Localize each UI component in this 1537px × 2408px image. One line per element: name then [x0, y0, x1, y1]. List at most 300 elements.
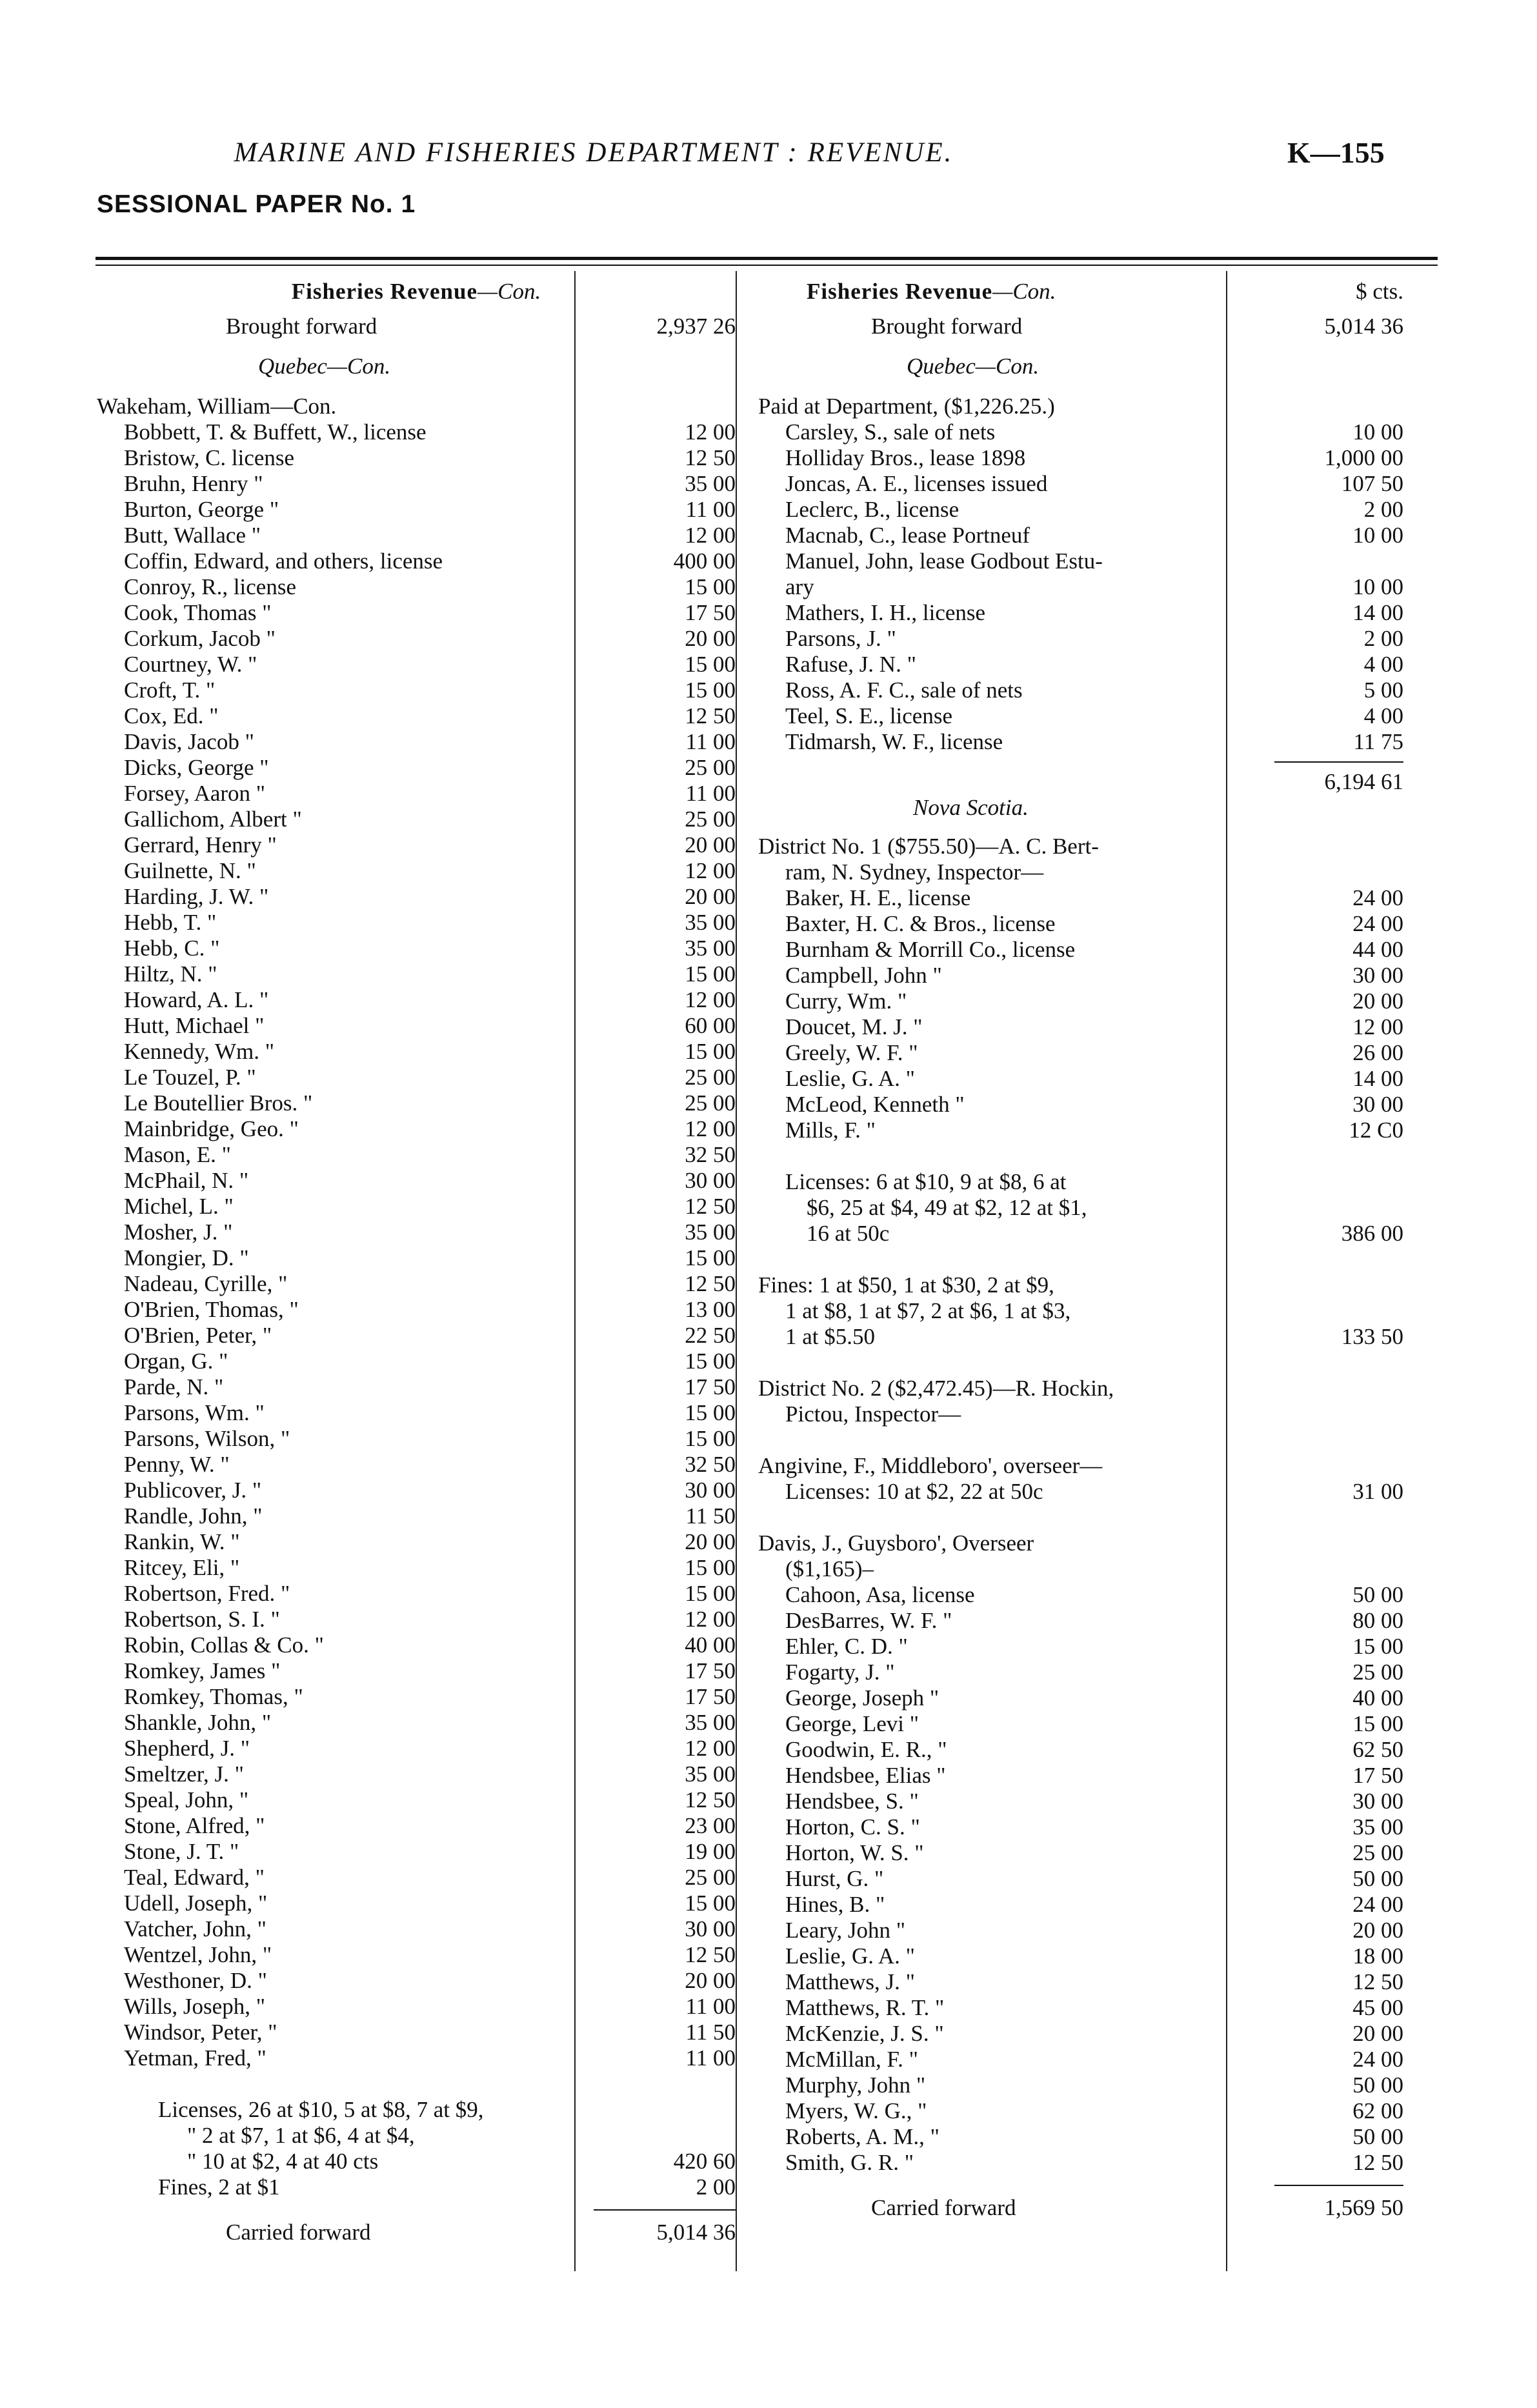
license-entry-amount: 12 00 — [685, 1607, 736, 1632]
paid-entry — [758, 626, 1403, 652]
district1-entry-amount: 30 00 — [1352, 1092, 1403, 1117]
angivine-line: Angivine, F., Middleboro', overseer— — [758, 1453, 1103, 1478]
davis-entry-amount: 35 00 — [1352, 1814, 1403, 1840]
davis-entry-amount: 40 00 — [1352, 1685, 1403, 1711]
district1-entry — [758, 885, 1403, 911]
d1-licenses-row — [758, 1221, 1403, 1247]
left-heading-text: Fisheries Revenue — [291, 279, 477, 304]
license-entry — [97, 1555, 736, 1581]
paid-entries — [758, 419, 1403, 755]
license-entry-name: McPhail, N. " — [124, 1168, 249, 1193]
license-entry-amount: 15 00 — [685, 1426, 736, 1451]
davis-entry — [758, 1763, 1403, 1789]
license-entry — [97, 523, 736, 548]
license-entry-name: Rankin, W. " — [124, 1529, 240, 1554]
district1-entry-name: Campbell, John " — [785, 963, 942, 988]
license-entry-name: Harding, J. W. " — [124, 884, 269, 909]
paid-entry — [758, 548, 1403, 574]
license-entry — [97, 1684, 736, 1710]
license-entry-amount: 15 00 — [685, 1245, 736, 1270]
license-entry-amount: 17 50 — [685, 600, 736, 625]
davis-entry — [758, 2124, 1403, 2150]
district2-heading-row — [758, 1376, 1403, 1401]
davis-entry — [758, 1582, 1403, 1608]
license-entry-amount: 12 50 — [685, 1271, 736, 1296]
license-entry — [97, 1581, 736, 1607]
district1-entry — [758, 937, 1403, 963]
license-entry — [97, 548, 736, 574]
davis-entry-amount: 24 00 — [1352, 2047, 1403, 2072]
paid-entry-name: Joncas, A. E., licenses issued — [785, 471, 1048, 496]
license-entry-amount: 11 00 — [685, 497, 736, 522]
paid-heading-row — [758, 394, 1403, 419]
district1-entry — [758, 1118, 1403, 1143]
left-carried-forward-label: Carried forward — [226, 2220, 371, 2245]
d1-licenses-row — [758, 1195, 1403, 1221]
district1-entry — [758, 1066, 1403, 1092]
license-entry-amount: 15 00 — [685, 1039, 736, 1064]
davis-entry-name: Roberts, A. M., " — [785, 2124, 939, 2149]
district1-entry — [758, 963, 1403, 988]
district1-entry-name: Burnham & Morrill Co., license — [785, 937, 1076, 962]
davis-entry-name: Leary, John " — [785, 1918, 905, 1943]
license-entry-amount: 25 00 — [685, 1865, 736, 1890]
license-entry-name: Shankle, John, " — [124, 1710, 272, 1735]
davis-entry-amount: 50 00 — [1352, 2124, 1403, 2149]
davis-entry-amount: 24 00 — [1352, 1892, 1403, 1917]
davis-entry-amount: 15 00 — [1352, 1711, 1403, 1736]
license-entry — [97, 961, 736, 987]
district1-entries — [758, 885, 1403, 1143]
license-entry — [97, 1632, 736, 1658]
license-entry-name: Randle, John, " — [124, 1503, 263, 1529]
right-brought-forward-row — [758, 314, 1403, 354]
paid-entry — [758, 652, 1403, 677]
district1-entry-name: Doucet, M. J. " — [785, 1014, 923, 1039]
license-entry-amount: 35 00 — [685, 1710, 736, 1735]
license-entry-amount: 12 00 — [685, 858, 736, 883]
davis-entry-name: Hines, B. " — [785, 1892, 885, 1917]
license-entry-name: Ritcey, Eli, " — [124, 1555, 240, 1580]
davis-entry-name: Matthews, J. " — [785, 1969, 915, 1994]
license-entry-amount: 11 00 — [685, 1994, 736, 2019]
davis-entry — [758, 2021, 1403, 2047]
license-entry-amount: 19 00 — [685, 1839, 736, 1864]
right-brought-forward-label: Brought forward — [871, 314, 1023, 339]
license-entry — [97, 1142, 736, 1168]
right-carried-forward-amount: 1,569 50 — [1324, 2195, 1403, 2220]
license-entry-amount: 15 00 — [685, 961, 736, 987]
license-entry — [97, 1065, 736, 1090]
davis-entry-amount: 62 00 — [1352, 2098, 1403, 2123]
left-brought-forward-row — [97, 314, 736, 354]
license-entry — [97, 652, 736, 677]
license-entry — [97, 1400, 736, 1426]
license-entry — [97, 1297, 736, 1323]
paid-entry-name: Manuel, John, lease Godbout Estu- — [785, 548, 1103, 574]
davis-heading-row — [758, 1530, 1403, 1556]
license-entry — [97, 884, 736, 910]
license-entry-name: Bruhn, Henry " — [124, 471, 263, 496]
davis-entry-amount: 25 00 — [1352, 1840, 1403, 1865]
license-entry-amount: 12 00 — [685, 419, 736, 445]
nova-scotia-heading: Nova Scotia. — [913, 795, 1029, 820]
d1-fines-row — [758, 1324, 1403, 1350]
license-entry-amount: 35 00 — [685, 910, 736, 935]
license-entry — [97, 1245, 736, 1271]
license-entry — [97, 1271, 736, 1297]
license-entry-name: Cook, Thomas " — [124, 600, 272, 625]
davis-entry-amount: 20 00 — [1352, 2021, 1403, 2046]
license-entry — [97, 1891, 736, 1916]
license-entry-amount: 25 00 — [685, 1065, 736, 1090]
paid-entry — [758, 471, 1403, 497]
license-entry-name: Kennedy, Wm. " — [124, 1039, 274, 1064]
davis-entry-amount: 50 00 — [1352, 1582, 1403, 1607]
license-entry-name: Teal, Edward, " — [124, 1865, 265, 1890]
davis-entry-name: Hendsbee, Elias " — [785, 1763, 946, 1788]
davis-entry-name: McMillan, F. " — [785, 2047, 918, 2072]
davis-entry-name: DesBarres, W. F. " — [785, 1608, 952, 1633]
district1-entry-name: Curry, Wm. " — [785, 988, 907, 1014]
davis-heading-row — [758, 1556, 1403, 1582]
license-entry — [97, 1194, 736, 1219]
license-entry-amount: 12 00 — [685, 1736, 736, 1761]
license-entry-amount: 35 00 — [685, 1219, 736, 1245]
license-entry-name: Corkum, Jacob " — [124, 626, 276, 651]
license-entry-amount: 11 00 — [685, 2045, 736, 2071]
paid-heading: Paid at Department, ($1,226.25.) — [758, 394, 1055, 419]
paid-entry — [758, 600, 1403, 626]
davis-entry-amount: 18 00 — [1352, 1943, 1403, 1969]
d1-fines-line: 1 at $8, 1 at $7, 2 at $6, 1 at $3, — [785, 1298, 1071, 1323]
license-entry-amount: 400 00 — [673, 548, 736, 574]
davis-heading-line: Davis, J., Guysboro', Overseer — [758, 1530, 1034, 1556]
license-entry-name: Butt, Wallace " — [124, 523, 261, 548]
paid-entry-name: Carsley, S., sale of nets — [785, 419, 996, 445]
district2-heading-row — [758, 1401, 1403, 1427]
license-entry-name: Parsons, Wm. " — [124, 1400, 265, 1425]
district1-heading-line: ram, N. Sydney, Inspector— — [785, 859, 1044, 885]
right-region-row — [758, 354, 1403, 394]
angivine-row — [758, 1453, 1403, 1479]
license-entry — [97, 1839, 736, 1865]
davis-entry — [758, 1840, 1403, 1866]
license-entry — [97, 755, 736, 781]
paid-entry — [758, 419, 1403, 445]
paid-entry-amount: 4 00 — [1363, 703, 1403, 728]
license-entry-name: Romkey, James " — [124, 1658, 281, 1683]
davis-entry-name: Murphy, John " — [785, 2072, 926, 2098]
license-entry-name: Nadeau, Cyrille, " — [124, 1271, 288, 1296]
right-heading-text: Fisheries Revenue — [807, 279, 993, 304]
license-entry-amount: 12 50 — [685, 1194, 736, 1219]
license-entry-name: Mainbridge, Geo. " — [124, 1116, 299, 1141]
right-carried-forward-row — [758, 2195, 1403, 2221]
license-entry-amount: 15 00 — [685, 1349, 736, 1374]
license-entry-name: Organ, G. " — [124, 1349, 228, 1374]
davis-entry — [758, 2047, 1403, 2072]
angivine-line: Licenses: 10 at $2, 22 at 50c — [785, 1479, 1043, 1504]
district1-entry — [758, 988, 1403, 1014]
license-entry-amount: 15 00 — [685, 677, 736, 703]
license-entry-name: Westhoner, D. " — [124, 1968, 267, 1993]
davis-entry — [758, 1634, 1403, 1660]
license-entry-name: Windsor, Peter, " — [124, 2020, 277, 2045]
d1-licenses-line: Licenses: 6 at $10, 9 at $8, 6 at — [785, 1169, 1067, 1194]
davis-entry-name: Hurst, G. " — [785, 1866, 884, 1891]
license-entry — [97, 1090, 736, 1116]
license-entry — [97, 1761, 736, 1787]
license-entry — [97, 1813, 736, 1839]
license-entry-name: Robertson, Fred. " — [124, 1581, 290, 1606]
license-entry-name: Bobbett, T. & Buffett, W., license — [124, 419, 427, 445]
subtotal-row — [758, 769, 1403, 795]
district1-entry-amount: 12 00 — [1352, 1014, 1403, 1039]
license-entry-name: Stone, Alfred, " — [124, 1813, 265, 1838]
angivine-amount: 31 00 — [1352, 1479, 1403, 1504]
davis-entry — [758, 1660, 1403, 1685]
angivine-row — [758, 1479, 1403, 1505]
left-fines-row — [97, 2174, 736, 2200]
district1-heading-row — [758, 859, 1403, 885]
license-entry — [97, 1039, 736, 1065]
paid-entry-amount: 2 00 — [1363, 497, 1403, 522]
paid-entry — [758, 729, 1403, 755]
left-brought-forward-label: Brought forward — [226, 314, 377, 339]
left-section-heading — [97, 279, 736, 314]
davis-heading-line: ($1,165)– — [785, 1556, 874, 1581]
license-entry — [97, 807, 736, 832]
davis-entry — [758, 1737, 1403, 1763]
license-entry-amount: 15 00 — [685, 574, 736, 599]
davis-entry — [758, 2072, 1403, 2098]
left-region-row — [97, 354, 736, 394]
paid-entry — [758, 574, 1403, 600]
license-entry-name: Publicover, J. " — [124, 1478, 262, 1503]
davis-entry — [758, 1969, 1403, 1995]
license-entry-name: Gallichom, Albert " — [124, 807, 302, 832]
page-number: K—155 — [1287, 136, 1385, 169]
district1-entry-name: McLeod, Kenneth " — [785, 1092, 965, 1117]
paid-entry — [758, 703, 1403, 729]
license-entry-name: Burton, George " — [124, 497, 279, 522]
left-group-row — [97, 394, 736, 419]
license-entry-amount: 12 50 — [685, 703, 736, 728]
license-entry — [97, 471, 736, 497]
left-region-label: Quebec—Con. — [258, 354, 391, 379]
header-rule-thin — [95, 265, 1438, 266]
district1-entry-amount: 24 00 — [1352, 885, 1403, 910]
license-entry — [97, 2045, 736, 2071]
paid-entry-name: Leclerc, B., license — [785, 497, 959, 522]
license-entry-amount: 23 00 — [685, 1813, 736, 1838]
license-entry-amount: 13 00 — [685, 1297, 736, 1322]
license-entry — [97, 910, 736, 936]
license-entry-name: Le Touzel, P. " — [124, 1065, 256, 1090]
license-entry-name: Mason, E. " — [124, 1142, 231, 1167]
license-entry — [97, 574, 736, 600]
left-licenses-amount: 420 60 — [673, 2149, 736, 2174]
davis-entry-name: Matthews, R. T. " — [785, 1995, 945, 2020]
license-entry — [97, 677, 736, 703]
license-entry — [97, 1968, 736, 1994]
license-entry — [97, 1503, 736, 1529]
district1-entry-name: Greely, W. F. " — [785, 1040, 918, 1065]
davis-entry-name: Horton, C. S. " — [785, 1814, 920, 1840]
d1-fines-amount: 133 50 — [1341, 1324, 1403, 1349]
left-heading-con: —Con. — [477, 279, 541, 304]
license-entry — [97, 497, 736, 523]
license-entry-amount: 12 00 — [685, 987, 736, 1012]
d1-fines-row — [758, 1298, 1403, 1324]
license-entry-name: Romkey, Thomas, " — [124, 1684, 303, 1709]
license-entry-amount: 12 50 — [685, 445, 736, 470]
d1-licenses-line: $6, 25 at $4, 49 at $2, 12 at $1, — [807, 1195, 1087, 1220]
d1-licenses-amount: 386 00 — [1341, 1221, 1403, 1246]
license-entry — [97, 1478, 736, 1503]
district1-entry-name: Leslie, G. A. " — [785, 1066, 915, 1091]
license-entry-name: Vatcher, John, " — [124, 1916, 266, 1941]
license-entry-name: Le Boutellier Bros. " — [124, 1090, 313, 1116]
nova-scotia-row — [758, 795, 1403, 821]
license-entry — [97, 626, 736, 652]
left-licenses-line: Licenses, 26 at $10, 5 at $8, 7 at $9, — [158, 2097, 484, 2122]
license-entry — [97, 703, 736, 729]
davis-entry — [758, 2150, 1403, 2176]
davis-entry-name: George, Levi " — [785, 1711, 919, 1736]
license-entry-amount: 11 00 — [685, 781, 736, 806]
license-entry-amount: 25 00 — [685, 755, 736, 780]
left-licenses-row — [97, 2123, 736, 2149]
license-entry — [97, 1736, 736, 1761]
license-entry-amount: 35 00 — [685, 471, 736, 496]
license-entry-amount: 25 00 — [685, 1090, 736, 1116]
license-entry — [97, 600, 736, 626]
davis-entry-amount: 50 00 — [1352, 1866, 1403, 1891]
license-entry-name: Mongier, D. " — [124, 1245, 249, 1270]
license-entry — [97, 1452, 736, 1478]
license-entry-amount: 11 50 — [685, 1503, 736, 1529]
paid-entry-amount: 107 50 — [1341, 471, 1403, 496]
right-heading-con: —Con. — [992, 279, 1056, 304]
left-entries — [97, 419, 736, 2071]
license-entry — [97, 1865, 736, 1891]
license-entry-name: Hebb, C. " — [124, 936, 220, 961]
license-entry — [97, 781, 736, 807]
license-entry-amount: 12 00 — [685, 1116, 736, 1141]
license-entry-name: Stone, J. T. " — [124, 1839, 239, 1864]
davis-entry-name: Leslie, G. A. " — [785, 1943, 915, 1969]
header-rule-thick — [95, 257, 1438, 260]
license-entry-name: Robertson, S. I. " — [124, 1607, 280, 1632]
license-entry-name: Hebb, T. " — [124, 910, 217, 935]
license-entry-amount: 20 00 — [685, 884, 736, 909]
davis-entry-amount: 20 00 — [1352, 1918, 1403, 1943]
left-carried-forward-amount: 5,014 36 — [656, 2220, 736, 2245]
license-entry-amount: 11 00 — [685, 729, 736, 754]
davis-entry — [758, 1892, 1403, 1918]
district1-entry — [758, 1014, 1403, 1040]
license-entry-amount: 17 50 — [685, 1658, 736, 1683]
license-entry-amount: 30 00 — [685, 1168, 736, 1193]
license-entry-amount: 15 00 — [685, 1555, 736, 1580]
davis-entry — [758, 1943, 1403, 1969]
license-entry-name: Courtney, W. " — [124, 652, 257, 677]
license-entry-name: Gerrard, Henry " — [124, 832, 277, 858]
paid-entry — [758, 523, 1403, 548]
license-entry-amount: 22 50 — [685, 1323, 736, 1348]
license-entry-amount: 20 00 — [685, 1968, 736, 1993]
paid-entry — [758, 445, 1403, 471]
license-entry — [97, 2020, 736, 2045]
license-entry — [97, 1916, 736, 1942]
sessional-paper-label: SESSIONAL PAPER No. 1 — [97, 190, 416, 218]
center-divider — [736, 271, 737, 2271]
license-entry-amount: 20 00 — [685, 626, 736, 651]
license-entry-name: Robin, Collas & Co. " — [124, 1632, 324, 1658]
davis-entry — [758, 1608, 1403, 1634]
district1-entry — [758, 911, 1403, 937]
davis-entry-amount: 30 00 — [1352, 1789, 1403, 1814]
license-entry — [97, 1426, 736, 1452]
davis-entry-name: Goodwin, E. R., " — [785, 1737, 947, 1762]
district2-heading-line: District No. 2 ($2,472.45)—R. Hockin, — [758, 1376, 1114, 1401]
license-entry-name: Wills, Joseph, " — [124, 1994, 265, 2019]
davis-entry-name: Smith, G. R. " — [785, 2150, 914, 2175]
subtotal-amount: 6,194 61 — [1324, 769, 1403, 794]
district1-entry-name: Baker, H. E., license — [785, 885, 971, 910]
davis-entry-amount: 12 50 — [1352, 1969, 1403, 1994]
license-entry-name: Croft, T. " — [124, 677, 216, 703]
district1-entry — [758, 1092, 1403, 1118]
license-entry — [97, 1607, 736, 1632]
davis-entry-name: McKenzie, J. S. " — [785, 2021, 944, 2046]
davis-entry-name: George, Joseph " — [785, 1685, 939, 1711]
davis-entry — [758, 1711, 1403, 1737]
right-region-label: Quebec—Con. — [907, 354, 1040, 379]
paid-entry-name: Ross, A. F. C., sale of nets — [785, 677, 1023, 703]
davis-entry — [758, 1789, 1403, 1814]
license-entry — [97, 419, 736, 445]
right-brought-forward-amount: 5,014 36 — [1324, 314, 1403, 339]
license-entry-name: Udell, Joseph, " — [124, 1891, 268, 1916]
license-entry — [97, 1013, 736, 1039]
district1-entry-name: Mills, F. " — [785, 1118, 876, 1143]
license-entry-amount: 15 00 — [685, 652, 736, 677]
license-entry-name: Hiltz, N. " — [124, 961, 217, 987]
license-entry-amount: 32 50 — [685, 1142, 736, 1167]
license-entry-name: Parde, N. " — [124, 1374, 224, 1400]
right-total-rule — [1274, 2185, 1403, 2186]
license-entry-name: Shepherd, J. " — [124, 1736, 250, 1761]
license-entry — [97, 1529, 736, 1555]
license-entry-name: Conroy, R., license — [124, 574, 296, 599]
davis-entries — [758, 1582, 1403, 2176]
paid-entry-name: ary — [785, 574, 814, 599]
license-entry-amount: 15 00 — [685, 1581, 736, 1606]
license-entry-name: Dicks, George " — [124, 755, 269, 780]
paid-entry-amount: 14 00 — [1352, 600, 1403, 625]
license-entry-amount: 11 50 — [685, 2020, 736, 2045]
license-entry-name: Speal, John, " — [124, 1787, 249, 1812]
d1-fines-row — [758, 1272, 1403, 1298]
davis-entry-name: Myers, W. G., " — [785, 2098, 927, 2123]
page-running-title: MARINE AND FISHERIES DEPARTMENT : REVENUE. — [234, 137, 954, 168]
district1-entry-amount: 44 00 — [1352, 937, 1403, 962]
left-fines-label: Fines, 2 at $1 — [158, 2174, 280, 2200]
left-column — [97, 279, 736, 2245]
